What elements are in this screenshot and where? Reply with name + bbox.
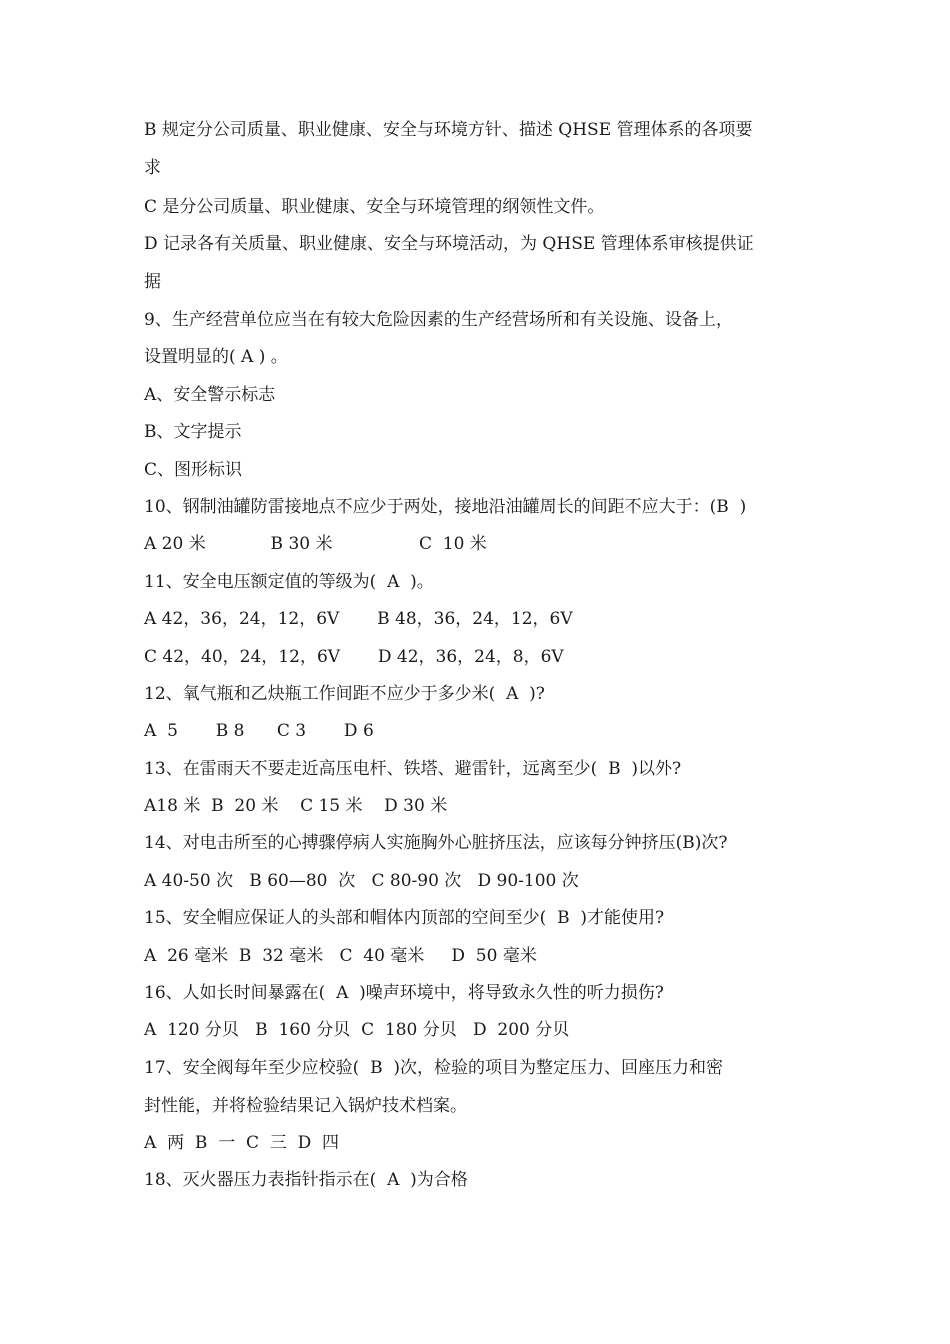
options-16: A 120 分贝 B 160 分贝 C 180 分贝 D 200 分贝 bbox=[144, 1020, 570, 1040]
question-16: 16、人如长时间暴露在( A )噪声环境中，将导致永久性的听力损伤? bbox=[144, 983, 664, 1003]
options-11a: A 42，36，24，12，6V B 48，36，24，12，6V bbox=[144, 609, 573, 629]
option-line: D 记录各有关质量、职业健康、安全与环境活动，为 QHSE 管理体系审核提供证 bbox=[144, 234, 754, 254]
question-18: 18、灭火器压力表指针指示在( A )为合格 bbox=[144, 1170, 468, 1190]
question-11: 11、安全电压额定值的等级为( A )。 bbox=[144, 572, 434, 592]
option-line: B、文字提示 bbox=[144, 422, 242, 442]
option-line: A、安全警示标志 bbox=[144, 385, 276, 405]
question-15: 15、安全帽应保证人的头部和帽体内顶部的空间至少( B )才能使用? bbox=[144, 908, 665, 928]
options-15: A 26 毫米 B 32 毫米 C 40 毫米 D 50 毫米 bbox=[144, 946, 537, 966]
options-12: A 5 B 8 C 3 D 6 bbox=[144, 721, 374, 741]
question-13: 13、在雷雨天不要走近高压电杆、铁塔、避雷针，远离至少( B )以外? bbox=[144, 759, 682, 779]
question-17: 17、安全阀每年至少应校验( B )次，检验的项目为整定压力、回座压力和密 bbox=[144, 1058, 724, 1078]
question-14: 14、对电击所至的心搏骤停病人实施胸外心脏挤压法，应该每分钟挤压(B)次? bbox=[144, 833, 728, 853]
question-12: 12、氧气瓶和乙炔瓶工作间距不应少于多少米( A )? bbox=[144, 684, 545, 704]
options-13: A18 米 B 20 米 C 15 米 D 30 米 bbox=[144, 796, 448, 816]
options-10: A 20 米 B 30 米 C 10 米 bbox=[144, 534, 487, 554]
option-line: 据 bbox=[144, 272, 161, 292]
options-11b: C 42，40，24，12，6V D 42，36，24，8，6V bbox=[144, 647, 564, 667]
question-17-cont: 封性能，并将检验结果记入锅炉技术档案。 bbox=[144, 1096, 467, 1116]
options-14: A 40-50 次 B 60—80 次 C 80-90 次 D 90-100 次 bbox=[144, 871, 579, 891]
question-10: 10、钢制油罐防雷接地点不应少于两处，接地沿油罐周长的间距不应大于：(B ) bbox=[144, 497, 747, 517]
option-line: 求 bbox=[144, 158, 161, 178]
option-line: C 是分公司质量、职业健康、安全与环境管理的纲领性文件。 bbox=[144, 197, 605, 217]
options-17: A 两 B 一 C 三 D 四 bbox=[144, 1133, 340, 1153]
question-9: 9、生产经营单位应当在有较大危险因素的生产经营场所和有关设施、设备上， bbox=[144, 310, 733, 330]
question-9-cont: 设置明显的( A ) 。 bbox=[144, 347, 288, 367]
option-line: C、图形标识 bbox=[144, 460, 243, 480]
option-line: B 规定分公司质量、职业健康、安全与环境方针、描述 QHSE 管理体系的各项要 bbox=[144, 120, 753, 140]
